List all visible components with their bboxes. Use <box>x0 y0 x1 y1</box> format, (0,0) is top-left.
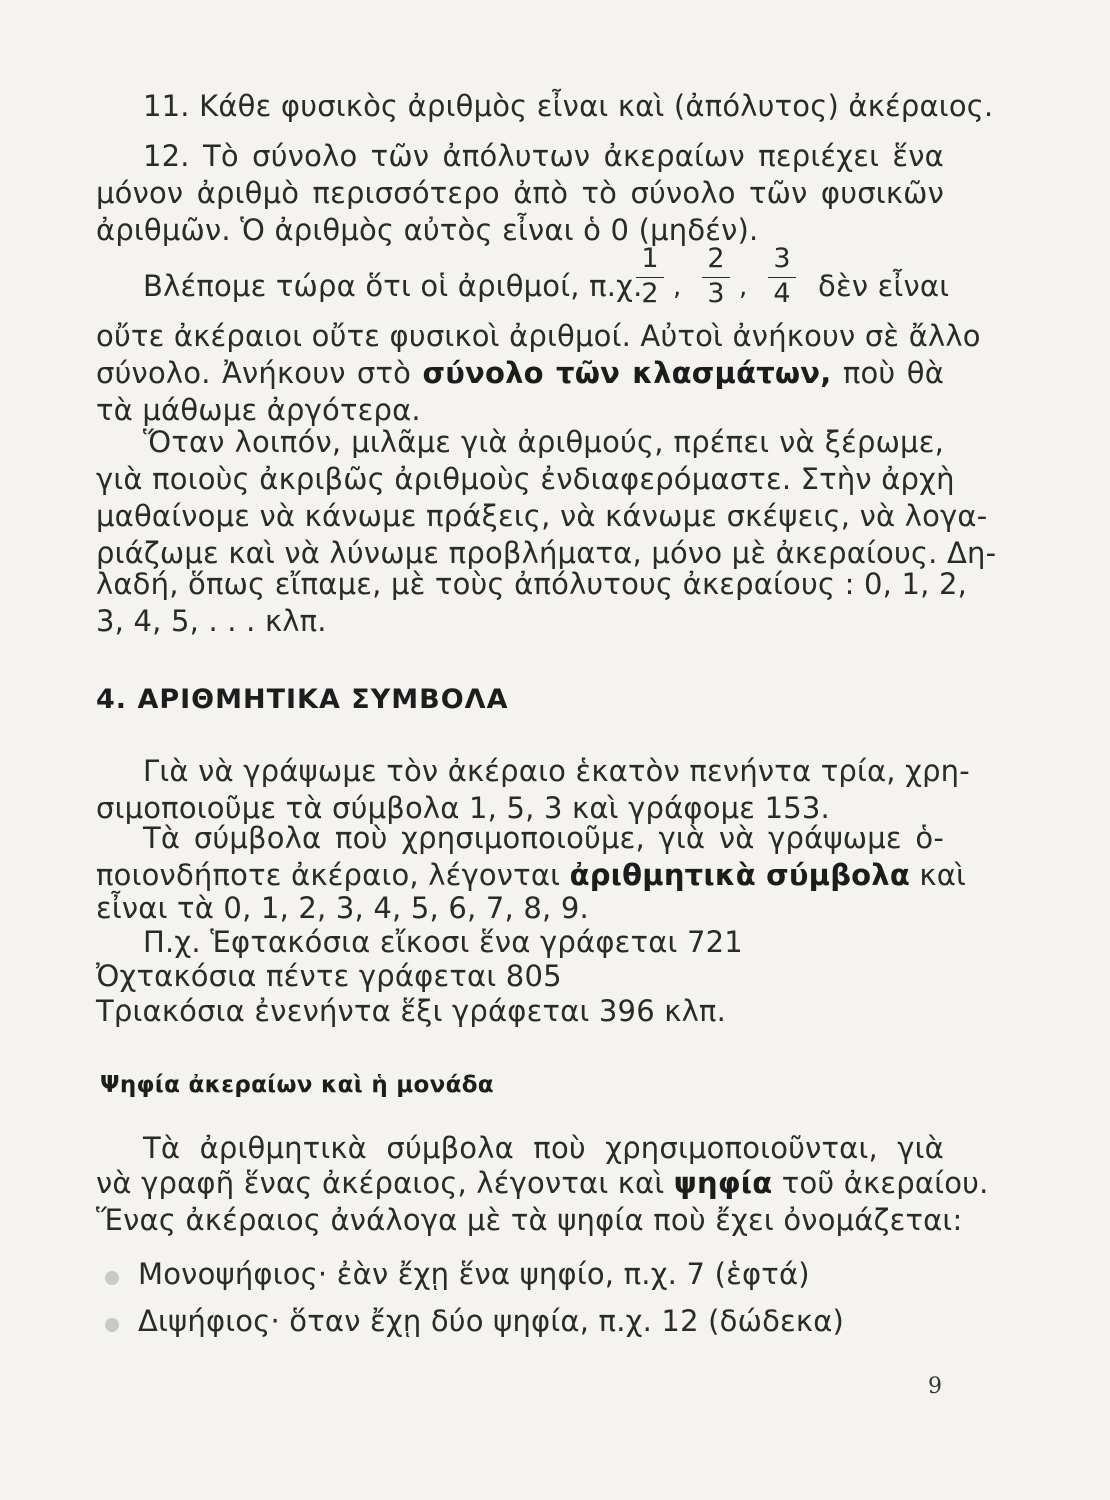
paragraph-line: τὰ μάθωμε ἀργότερα. <box>96 393 421 427</box>
paragraph-line: δὲν εἶναι <box>818 269 950 303</box>
paragraph-line: Γιὰ νὰ γράψωμε τὸν ἀκέραιο ἑκατὸν πενήντα τρία, χρη- <box>143 754 970 788</box>
paragraph-line: γιὰ ποιοὺς ἀκριβῶς ἀριθμοὺς ἐνδιαφερόμαστε. Στὴν ἀρχὴ <box>96 462 955 496</box>
fraction <box>700 244 732 309</box>
paragraph-line: λαδή, ὅπως εἴπαμε, μὲ τοὺς ἀπόλυτους ἀκεραίους : 0, 1, 2, <box>96 567 968 601</box>
fraction-denominator: 3 <box>707 278 725 309</box>
paragraph-line: Βλέπομε τώρα ὅτι οἱ ἀριθμοί, π.χ. <box>143 269 643 303</box>
bullet-icon <box>105 1271 119 1285</box>
fraction-numerator: 2 <box>707 243 725 274</box>
fraction <box>634 244 666 309</box>
paragraph-line: 11. Κάθε φυσικὸς ἀριθμὸς εἶναι καὶ (ἀπόλυτος) ἀκέραιος. <box>143 89 994 123</box>
paragraph-line: ἀριθμῶν. Ὁ ἀριθμὸς αὐτὸς εἶναι ὁ 0 (μηδέν). <box>96 213 759 247</box>
fraction-denominator: 2 <box>641 278 659 309</box>
comma: , <box>739 272 748 302</box>
comma: , <box>673 272 682 302</box>
paragraph-line: Ἕνας ἀκέραιος ἀνάλογα μὲ τὰ ψηφία ποὺ ἔχει ὀνομάζεται: <box>96 1203 963 1237</box>
paragraph-line: μόνον ἀριθμὸ περισσότερο ἀπὸ τὸ σύνολο τῶν φυσικῶν <box>96 176 944 210</box>
text-span: τοῦ ἀκεραίου. <box>781 1166 989 1200</box>
paragraph-line <box>96 857 967 893</box>
paragraph-line: Ὀχτακόσια πέντε γράφεται 805 <box>96 959 562 993</box>
paragraph-line: Τὰ σύμβολα ποὺ χρησιμοποιοῦμε, γιὰ νὰ γράψωμε ὁ- <box>143 821 944 855</box>
paragraph-line: 3, 4, 5, . . . κλπ. <box>96 604 327 638</box>
paragraph-line: οὔτε ἀκέραιοι οὔτε φυσικοὶ ἀριθμοί. Αὐτοὶ ἀνήκουν σὲ ἄλλο <box>96 319 981 353</box>
page-number: 9 <box>928 1374 942 1399</box>
paragraph-line: Τὰ ἀριθμητικὰ σύμβολα ποὺ χρησιμοποιοῦνται, γιὰ <box>143 1131 944 1165</box>
fraction-numerator: 1 <box>641 243 659 274</box>
list-item: Μονοψήφιος· ἐὰν ἔχῃ ἕνα ψηφίο, π.χ. 7 (ἑφτά) <box>138 1257 810 1291</box>
paragraph-line: ριάζωμε καὶ νὰ λύνωμε προβλήματα, μόνο μὲ ἀκεραίους. Δη- <box>96 536 997 570</box>
sub-heading: Ψηφία ἀκεραίων καὶ ἡ μονάδα <box>100 1072 494 1098</box>
text-span: ποιονδήποτε ἀκέραιο, λέγονται <box>96 858 561 892</box>
paragraph-line: Π.χ. Ἑφτακόσια εἴκοσι ἕνα γράφεται 721 <box>143 925 743 959</box>
paragraph-line: σιμοποιοῦμε τὰ σύμβολα 1, 5, 3 καὶ γράφομε 153. <box>96 791 830 825</box>
text-span: καὶ <box>919 858 967 892</box>
paragraph-line: Τριακόσια ἐνενήντα ἕξι γράφεται 396 κλπ. <box>96 994 727 1028</box>
section-heading: 4. ΑΡΙΘΜΗΤΙΚΑ ΣΥΜΒΟΛΑ <box>96 684 509 715</box>
paragraph-line: εἶναι τὰ 0, 1, 2, 3, 4, 5, 6, 7, 8, 9. <box>96 891 589 925</box>
paragraph-line: μαθαίνομε νὰ κάνωμε πράξεις, νὰ κάνωμε σκέψεις, νὰ λογα- <box>96 499 988 533</box>
paragraph-line: Ὅταν λοιπόν, μιλᾶμε γιὰ ἀριθμούς, πρέπει νὰ ξέρωμε, <box>143 425 944 459</box>
term-set-of-fractions: σύνολο τῶν κλασμάτων, <box>422 356 832 390</box>
term-digits: ψηφία <box>673 1166 773 1200</box>
paragraph-line <box>96 355 944 391</box>
fraction <box>766 244 798 309</box>
text-span: σύνολο. Ἀνήκουν στὸ <box>96 356 412 390</box>
text-span: ποὺ θὰ <box>842 356 945 390</box>
bullet-icon <box>105 1318 119 1332</box>
list-item: Διψήφιος· ὅταν ἔχῃ δύο ψηφία, π.χ. 12 (δώδεκα) <box>138 1304 845 1338</box>
term-arithmetic-symbols: ἀριθμητικὰ σύμβολα <box>569 858 910 892</box>
paragraph-line: 12. Τὸ σύνολο τῶν ἀπόλυτων ἀκεραίων περιέχει ἕνα <box>143 139 944 173</box>
fraction-numerator: 3 <box>773 243 791 274</box>
text-span: νὰ γραφῆ ἕνας ἀκέραιος, λέγονται καὶ <box>96 1166 665 1200</box>
paragraph-line <box>96 1165 989 1201</box>
fraction-denominator: 4 <box>773 278 791 309</box>
